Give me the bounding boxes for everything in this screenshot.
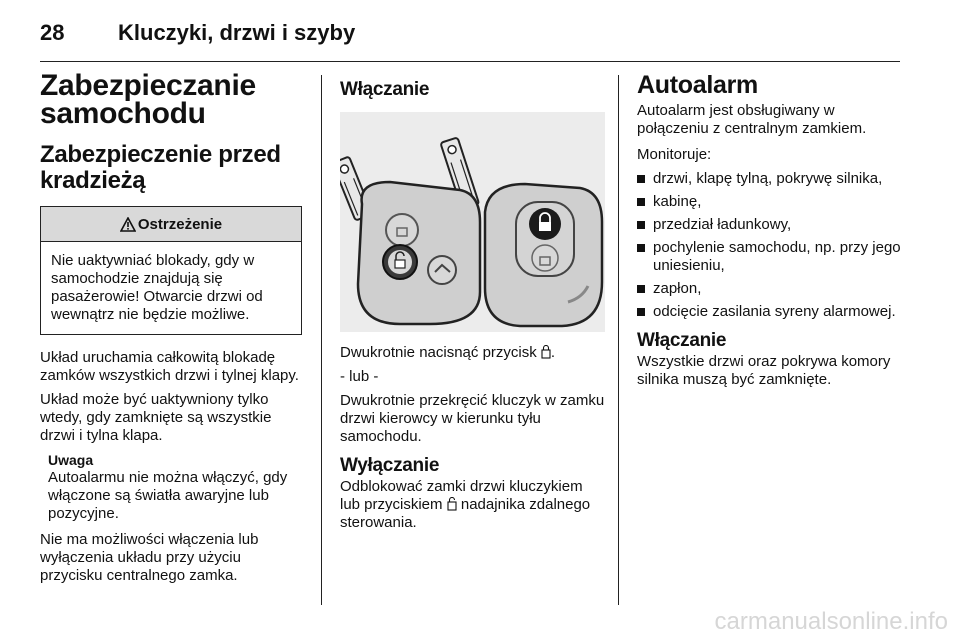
step-text bbox=[340, 344, 605, 362]
key-fob-image bbox=[340, 112, 605, 332]
remote-key-illustration bbox=[340, 112, 605, 332]
list-item-text: odcięcie zasilania syreny alarmowej. bbox=[653, 303, 896, 320]
section-heading: Zabezpieczenie przed kradzieżą bbox=[40, 141, 281, 194]
bullet-icon bbox=[637, 175, 645, 183]
subheading-activation-alarm: Włączanie bbox=[637, 330, 727, 351]
warning-box bbox=[40, 206, 302, 335]
bullet-icon bbox=[637, 285, 645, 293]
list-item-text: pochylenie samochodu, np. przy jego uniesieniu, bbox=[653, 239, 901, 274]
warning-header bbox=[41, 207, 301, 242]
column-left bbox=[40, 69, 302, 591]
bullet-icon bbox=[637, 198, 645, 206]
step-text-2: Dwukrotnie przekręcić kluczyk w zamku drzwi kierowcy w kierunku tyłu samochodu. bbox=[340, 392, 605, 445]
monitors-label: Monitoruje: bbox=[637, 146, 712, 163]
deactivation-text-b: nadajnika zdalnego sterowania. bbox=[340, 496, 591, 531]
note-text: Autoalarmu nie można włączyć, gdy włączone są światła awaryjne lub pozycyjne. bbox=[48, 469, 288, 522]
warning-text: Nie uaktywniać blokady, gdy w samochodzie znajdują się pasażerowie! Otwarcie drzwi od wewnątrz nie będzie możliwe. bbox=[51, 252, 263, 323]
unlock-icon bbox=[447, 497, 457, 511]
bullet-icon bbox=[637, 221, 645, 229]
note-title: Uwaga bbox=[48, 452, 94, 468]
paragraph: Nie ma możliwości włączenia lub wyłączenia układu przy użyciu przycisku centralnego zamka. bbox=[40, 531, 259, 584]
step-text-1-end: . bbox=[550, 344, 556, 361]
list-item-text: przedział ładunkowy, bbox=[653, 216, 792, 233]
section-title: Kluczyki, drzwi i szyby bbox=[118, 20, 356, 45]
activation-alarm-text: Wszystkie drzwi oraz pokrywa komory silnika muszą być zamknięte. bbox=[637, 353, 891, 388]
subheading-deactivation: Wyłączanie bbox=[340, 455, 440, 476]
list-item bbox=[637, 303, 907, 321]
column-right bbox=[637, 72, 907, 395]
or-separator: - lub - bbox=[340, 368, 379, 385]
fob-left-body bbox=[358, 182, 480, 324]
deactivation-text-a: Odblokować zamki drzwi kluczykiem lub przyciskiem bbox=[340, 478, 583, 513]
bullet-icon bbox=[637, 308, 645, 316]
bullet-icon bbox=[637, 244, 645, 252]
watermark: carmanualsonline.info bbox=[714, 608, 948, 635]
monitored-list bbox=[637, 170, 907, 321]
header-rule bbox=[40, 61, 900, 62]
list-item bbox=[637, 216, 907, 234]
list-item bbox=[637, 280, 907, 298]
step-text-1: Dwukrotnie nacisnąć przycisk bbox=[340, 344, 537, 361]
column-divider-1 bbox=[321, 75, 322, 605]
page-heading: Zabezpieczanie samochodu bbox=[40, 69, 256, 130]
deactivation-text bbox=[340, 478, 605, 532]
paragraph: Układ uruchamia całkowitą blokadę zamków wszystkich drzwi i tylnej klapy. bbox=[40, 349, 299, 384]
subheading-activation: Włączanie bbox=[340, 79, 430, 100]
warning-triangle-icon bbox=[120, 217, 136, 232]
paragraph: Układ może być uaktywniony tylko wtedy, gdy zamknięte są wszystkie drzwi i tylna klapa. bbox=[40, 391, 272, 444]
list-item-text: zapłon, bbox=[653, 280, 702, 297]
column-middle bbox=[340, 72, 605, 538]
warning-label: Ostrzeżenie bbox=[137, 215, 223, 233]
list-item bbox=[637, 239, 907, 275]
list-item-text: kabinę, bbox=[653, 193, 702, 210]
autoalarm-heading: Autoalarm bbox=[637, 71, 758, 99]
column-divider-2 bbox=[618, 75, 619, 605]
list-item bbox=[637, 170, 907, 188]
list-item-text: drzwi, klapę tylną, pokrywę silnika, bbox=[653, 170, 883, 187]
autoalarm-intro: Autoalarm jest obsługiwany w połączeniu z centralnym zamkiem. bbox=[637, 102, 867, 137]
lock-icon bbox=[541, 345, 551, 359]
list-item bbox=[637, 193, 907, 211]
note-block bbox=[40, 451, 302, 523]
page-number: 28 bbox=[40, 20, 65, 45]
